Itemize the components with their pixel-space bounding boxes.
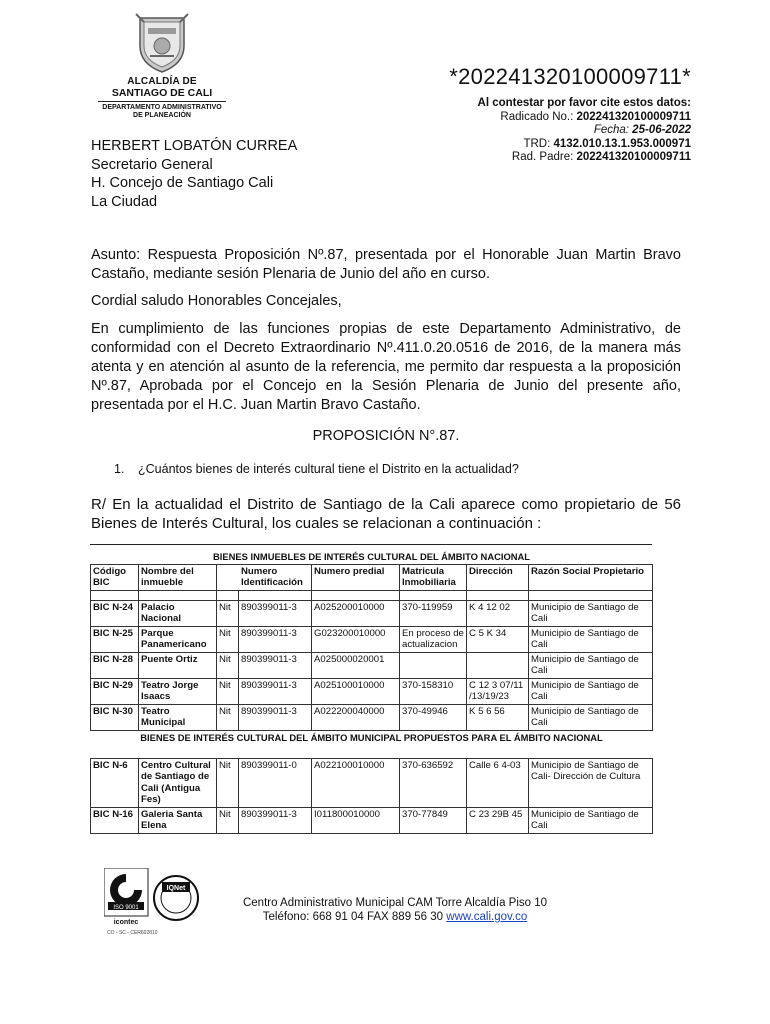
cell-name: Palacio Nacional: [139, 600, 217, 626]
cell-owner: Municipio de Santiago de Cali- Dirección de Cultura: [529, 758, 653, 807]
cell-matricula: [400, 652, 467, 678]
cell-code: BIC N-6: [91, 758, 139, 807]
cell-nit: Nit: [217, 626, 239, 652]
cell-nit: Nit: [217, 678, 239, 704]
cell-id: 890399011-3: [239, 678, 312, 704]
cell-matricula: 370-636592: [400, 758, 467, 807]
logo-line-4: DE PLANEACIÓN: [133, 112, 191, 119]
table-row: [91, 626, 653, 652]
cell-predial: G023200010000: [312, 626, 400, 652]
cell-name: Puente Ortiz: [139, 652, 217, 678]
proposition-title: PROPOSICIÓN N°.87.: [312, 428, 460, 444]
spacer-row: [91, 744, 653, 758]
cell-code: BIC N-30: [91, 704, 139, 730]
cell-predial: A025200010000: [312, 600, 400, 626]
cell-name: Teatro Jorge Isaacs: [139, 678, 217, 704]
cell-predial: A022200040000: [312, 704, 400, 730]
cell-direccion: K 4 12 02: [467, 600, 529, 626]
header-direccion: Dirección: [467, 564, 529, 590]
table-row: [91, 704, 653, 730]
radicado-details: [478, 97, 691, 165]
cite-notice: Al contestar por favor cite estos datos:: [477, 97, 691, 109]
certificate-code: CO - SC - CER602810: [107, 930, 158, 936]
addressee-role: Secretario General: [91, 156, 213, 173]
section-title-row: [91, 730, 653, 744]
cell-id: 890399011-3: [239, 704, 312, 730]
addressee-org: H. Concejo de Santiago Cali: [91, 175, 274, 191]
header-propietario: Razón Social Propietario: [529, 564, 653, 590]
greeting: Cordial saludo Honorables Concejales,: [91, 293, 342, 309]
cell-owner: Municipio de Santiago de Cali: [529, 678, 653, 704]
cell-code: BIC N-28: [91, 652, 139, 678]
header-identificacion: [217, 564, 312, 590]
table-top-rule: [90, 544, 652, 545]
cell-nit: Nit: [217, 758, 239, 807]
section-title-row: [91, 551, 653, 564]
cell-matricula: En proceso de actualizacion: [400, 626, 467, 652]
cell-predial: I011800010000: [312, 807, 400, 833]
fecha-label: Fecha:: [593, 124, 633, 136]
logo-line-1: ALCALDÍA DE: [127, 76, 197, 87]
radicado-barcode-text: *202241320100009711*: [449, 64, 691, 89]
addressee-city: La Ciudad: [91, 193, 158, 210]
cell-id: 890399011-0: [239, 758, 312, 807]
spacer-row: [91, 590, 653, 600]
cell-code: BIC N-16: [91, 807, 139, 833]
trd-value: 4132.010.13.1.953.000971: [553, 137, 691, 150]
icontec-text: icontec: [113, 919, 139, 926]
footer-address: [225, 896, 565, 924]
cell-nit: Nit: [217, 807, 239, 833]
logo-divider: [98, 101, 226, 102]
cell-owner: Municipio de Santiago de Cali: [529, 626, 653, 652]
cell-id: 890399011-3: [239, 600, 312, 626]
header-codigo: Código BIC: [91, 564, 139, 590]
header-matricula: Matricula Inmobiliaria: [400, 564, 467, 590]
cell-matricula: 370-77849: [400, 807, 467, 833]
alcaldia-logo: [92, 12, 232, 120]
bic-table-wrapper: [90, 544, 652, 834]
answer-paragraph: R/ En la actualidad el Distrito de Santiago de la Cali aparece como propietario de 56 Bienes de Interés Cultural, los cuales se relacionan a continuación :: [91, 496, 681, 532]
cell-name: Teatro Municipal: [139, 704, 217, 730]
certification-logos: [104, 868, 222, 938]
iso-text: ISO 9001: [113, 905, 139, 911]
logo-line-3: DEPARTAMENTO ADMINISTRATIVO: [102, 104, 222, 111]
table-header-row: [91, 564, 653, 590]
cell-owner: Municipio de Santiago de Cali: [529, 704, 653, 730]
cell-code: BIC N-24: [91, 600, 139, 626]
iso-icontec-iqnet-icon: [104, 868, 222, 930]
cell-name: Centro Cultural de Santiago de Cali (Antigua Fes): [139, 758, 217, 807]
cell-matricula: 370-49946: [400, 704, 467, 730]
radicado-label: Radicado No.:: [500, 110, 577, 123]
cell-direccion: Calle 6 4-03: [467, 758, 529, 807]
padre-label: Rad. Padre:: [511, 151, 577, 163]
cell-predial: A025000020001: [312, 652, 400, 678]
question-text: ¿Cuántos bienes de interés cultural tiene el Distrito en la actualidad?: [138, 462, 519, 476]
fecha-value: 25-06-2022: [632, 124, 691, 136]
cell-code: BIC N-25: [91, 626, 139, 652]
cell-matricula: 370-119959: [400, 600, 467, 626]
trd-label: TRD:: [523, 137, 554, 150]
cell-id: 890399011-3: [239, 626, 312, 652]
section-1-title: BIENES INMUEBLES DE INTERÉS CULTURAL DEL ÁMBITO NACIONAL: [213, 551, 531, 562]
body-paragraph: En cumplimiento de las funciones propias de este Departamento Administrativo, de conformidad con el Decreto Extraordinario Nº.411.0.20.0516 de 2016, de la manera más atenta y en atención al asunto de la referencia, me permito dar respuesta a la proposición Nº.87, Aprobada por el Concejo en la Sesión Plenaria de Junio del presente año, presentada por el H.C. Juan Martin Bravo Castaño.: [91, 321, 681, 413]
footer-line-1: Centro Administrativo Municipal CAM Torre Alcaldía Piso 10: [242, 897, 548, 909]
logo-line-2: SANTIAGO DE CALI: [111, 87, 213, 99]
bic-table: [90, 551, 653, 834]
table-row: [91, 678, 653, 704]
table-row: [91, 758, 653, 807]
cell-owner: Municipio de Santiago de Cali: [529, 807, 653, 833]
cell-code: BIC N-29: [91, 678, 139, 704]
radicado-line: [478, 111, 691, 125]
cell-direccion: C 5 K 34: [467, 626, 529, 652]
addressee-name: HERBERT LOBATÓN CURREA: [91, 138, 298, 154]
question-1: [114, 462, 519, 476]
cell-name: Galeria Santa Elena: [139, 807, 217, 833]
footer-line-2: [225, 910, 565, 924]
header-identificacion-label: Numero Identificación: [241, 565, 303, 588]
cell-name: Parque Panamericano: [139, 626, 217, 652]
cell-predial: A022100010000: [312, 758, 400, 807]
addressee-block: [91, 137, 297, 211]
cell-owner: Municipio de Santiago de Cali: [529, 652, 653, 678]
website-link[interactable]: www.cali.gov.co: [446, 911, 528, 923]
question-number: 1.: [114, 462, 125, 476]
cell-direccion: C 12 3 07/11 /13/19/23: [467, 678, 529, 704]
footer-phone: Teléfono: 668 91 04 FAX 889 56 30: [262, 911, 447, 923]
table-row: [91, 807, 653, 833]
cell-id: 890399011-3: [239, 652, 312, 678]
header-nombre: Nombre del inmueble: [139, 564, 217, 590]
cell-direccion: C 23 29B 45: [467, 807, 529, 833]
cell-id: 890399011-3: [239, 807, 312, 833]
header-predial: Numero predial: [312, 564, 400, 590]
table-row: [91, 600, 653, 626]
cell-matricula: 370-158310: [400, 678, 467, 704]
fecha-line: [478, 124, 691, 138]
padre-line: [478, 151, 691, 165]
cell-nit: Nit: [217, 652, 239, 678]
trd-line: [478, 138, 691, 152]
padre-value: 202241320100009711: [576, 151, 691, 163]
cell-owner: Municipio de Santiago de Cali: [529, 600, 653, 626]
cell-direccion: [467, 652, 529, 678]
radicado-value: 202241320100009711: [576, 110, 691, 123]
iqnet-text: IQNet: [166, 885, 186, 892]
table-row: [91, 652, 653, 678]
cell-predial: A025100010000: [312, 678, 400, 704]
cell-nit: Nit: [217, 600, 239, 626]
cell-direccion: K 5 6 56: [467, 704, 529, 730]
asunto-paragraph: Asunto: Respuesta Proposición Nº.87, presentada por el Honorable Juan Martin Bravo Castaño, mediante sesión Plenaria de Junio del año en curso.: [91, 247, 681, 282]
coat-of-arms-icon: [134, 12, 190, 74]
cell-nit: Nit: [217, 704, 239, 730]
section-2-title: BIENES DE INTERÉS CULTURAL DEL ÁMBITO MUNICIPAL PROPUESTOS PARA EL ÁMBITO NACIONAL: [140, 731, 603, 743]
